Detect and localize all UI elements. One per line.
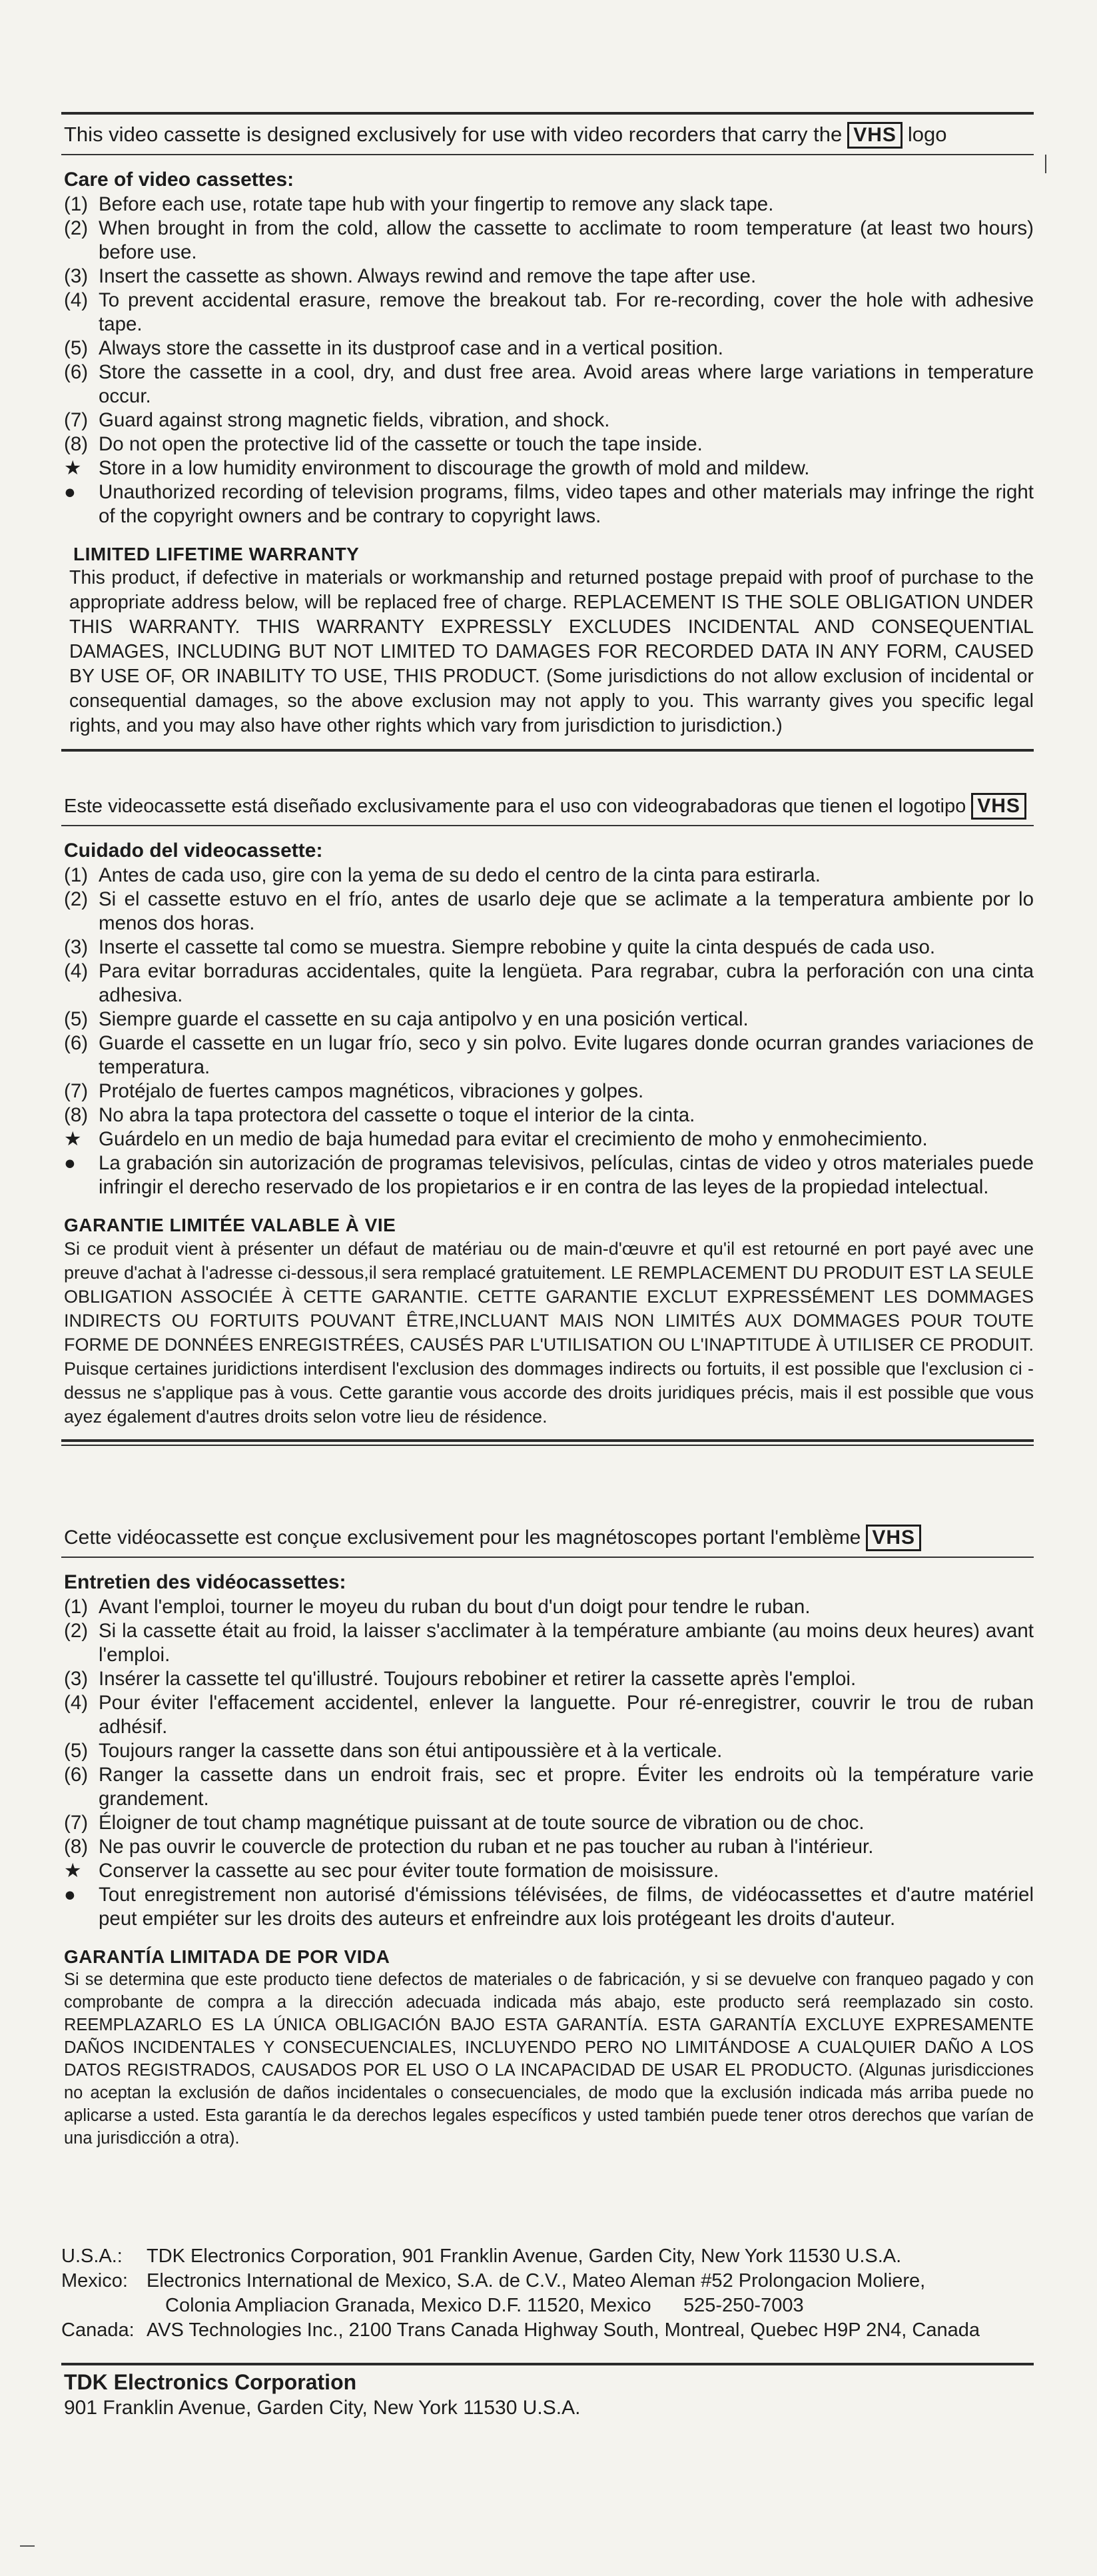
list-item bbox=[64, 1691, 1034, 1739]
footer-company: TDK Electronics Corporation bbox=[64, 2370, 357, 2394]
address-row-usa bbox=[61, 2244, 1034, 2269]
spanish-warranty-text: Si se determina que este producto tiene defectos de materiales o de fabricación, y si se devuelve con franqueo pagado y con comprobante de compra a la dirección adecuada indicada más abajo, este producto será reemplazado sin costo. REEMPLAZARLO ES LA ÚNICA OBLIGACIÓN BAJO ESTA GARANTÍA. ESTA GARANTÍA EXCLUYE EXPRESAMENTE DAÑOS INCIDENTALES Y CONSECUENCIALES, INCLUYENDO PERO NO LIMITÁNDOSE A CUALQUIER DAÑO A LOS DATOS REGISTRADOS, CAUSADOS POR EL USO O LA INCAPACIDAD DE USAR EL PRODUCTO. (Algunas jurisdicciones no aceptan la exclusión de daños incidentales o consecuenciales, de modo que la exclusión indicada más arriba puede no aplicarse a usted. Esta garantía le da derechos legales específicos y usted también puede tener otros derechos que varían de una jurisdicción a otra). bbox=[64, 1970, 1034, 2148]
item-text: La grabación sin autorización de programas televisivos, películas, cintas de video y otros materiales puede infringir el derecho reservado de los propietarios e ir en contra de las leyes de la propiedad intelectual. bbox=[99, 1152, 1034, 1198]
dot-bullet-icon: ● bbox=[64, 481, 76, 503]
item-text: Guárdelo en un medio de baja humedad para evitar el crecimiento de moho y enmohecimiento. bbox=[99, 1128, 928, 1150]
list-item bbox=[64, 1103, 1034, 1127]
item-number: (6) bbox=[64, 1764, 89, 1786]
vhs-logo: VHS bbox=[866, 1525, 921, 1551]
item-text: Before each use, rotate tape hub with your fingertip to remove any slack tape. bbox=[99, 193, 774, 215]
item-text: Si la cassette était au froid, la laisser s'acclimater à la température ambiante (au moins deux heures) avant l'emploi. bbox=[99, 1620, 1034, 1666]
item-number: (2) bbox=[64, 888, 89, 910]
item-text: No abra la tapa protectora del cassette o toque el interior de la cinta. bbox=[99, 1104, 695, 1126]
address-label: Canada: bbox=[61, 2319, 135, 2341]
item-text: Store the cassette in a cool, dry, and dust free area. Avoid areas where large variations in temperature occur. bbox=[99, 361, 1034, 407]
item-text: Do not open the protective lid of the cassette or touch the tape inside. bbox=[99, 433, 703, 455]
item-text: Toujours ranger la cassette dans son étui antipoussière et à la verticale. bbox=[99, 1740, 723, 1762]
french-warranty-title: GARANTIE LIMITÉE VALABLE À VIE bbox=[64, 1215, 396, 1235]
list-item bbox=[64, 1079, 1034, 1103]
item-number: (3) bbox=[64, 265, 89, 287]
list-item bbox=[64, 265, 1034, 289]
list-item bbox=[64, 1859, 1034, 1883]
item-number: (3) bbox=[64, 936, 89, 958]
item-number: (5) bbox=[64, 1008, 89, 1030]
list-item bbox=[64, 1811, 1034, 1835]
item-number: (7) bbox=[64, 409, 89, 431]
item-number: (6) bbox=[64, 1032, 89, 1054]
item-text: Antes de cada uso, gire con la yema de su dedo el centro de la cinta para estirarla. bbox=[99, 864, 821, 886]
item-text: Ranger la cassette dans un endroit frais, sec et propre. Éviter les endroits où la température varie grandement. bbox=[99, 1764, 1034, 1810]
spanish-intro bbox=[61, 793, 1034, 826]
item-text: Unauthorized recording of television programs, films, video tapes and other materials may infringe the right of the copyright owners and be contrary to copyright laws. bbox=[99, 481, 1034, 527]
item-text: Ne pas ouvrir le couvercle de protection du ruban et ne pas toucher au ruban à l'intérieur. bbox=[99, 1836, 874, 1858]
address-line: Electronics International de Mexico, S.A. de C.V., Mateo Aleman #52 Prolongacion Moliere, bbox=[147, 2270, 926, 2291]
item-number: (4) bbox=[64, 289, 89, 311]
english-warranty-text: This product, if defective in materials or workmanship and returned postage prepaid with proof of purchase to the appropriate address below, will be replaced free of charge. REPLACEMENT IS THE SOLE OBLIGATION UNDER THIS WARRANTY. THIS WARRANTY EXPRESSLY EXCLUDES INCIDENTAL AND CONSEQUENTIAL DAMAGES, INCLUDING BUT NOT LIMITED TO DAMAGES FOR RECORDED DATA IN ANY FORM, CAUSED BY USE OF, OR INABILITY TO USE, THIS PRODUCT. (Some jurisdictions do not allow exclusion of incidental or consequential damages, so the above exclusion may not apply to you. This warranty gives you specific legal rights, and you may also have other rights which vary from jurisdiction to jurisdiction.) bbox=[69, 567, 1034, 736]
list-item bbox=[64, 456, 1034, 480]
address-row-canada bbox=[61, 2318, 1034, 2343]
item-number: (4) bbox=[64, 1692, 89, 1714]
list-item bbox=[64, 1883, 1034, 1931]
item-text: Always store the cassette in its dustproof case and in a vertical position. bbox=[99, 337, 723, 359]
english-care-list bbox=[61, 193, 1034, 528]
item-number: (3) bbox=[64, 1668, 89, 1690]
item-number: (6) bbox=[64, 361, 89, 383]
distributor-addresses bbox=[61, 2244, 1034, 2365]
list-item bbox=[64, 1007, 1034, 1031]
item-number: (8) bbox=[64, 433, 89, 455]
list-item bbox=[64, 1127, 1034, 1151]
list-item bbox=[64, 1763, 1034, 1811]
item-text: Éloigner de tout champ magnétique puissant at de toute source de vibration ou de choc. bbox=[99, 1812, 865, 1834]
section-divider-thin bbox=[61, 1445, 1034, 1446]
item-text: Pour éviter l'effacement accidentel, enlever la languette. Pour ré-enregistrer, couvrir le trou de ruban adhésif. bbox=[99, 1692, 1034, 1738]
dot-bullet-icon: ● bbox=[64, 1152, 76, 1174]
item-text: Insert the cassette as shown. Always rewind and remove the tape after use. bbox=[99, 265, 757, 287]
list-item bbox=[64, 289, 1034, 336]
list-item bbox=[64, 193, 1034, 217]
item-number: (8) bbox=[64, 1104, 89, 1126]
item-text: Siempre guarde el cassette en su caja antipolvo y en una posición vertical. bbox=[99, 1008, 749, 1030]
footer-address: 901 Franklin Avenue, Garden City, New York 11530 U.S.A. bbox=[64, 2397, 581, 2419]
french-section bbox=[61, 1525, 1034, 2150]
spanish-warranty-title: GARANTÍA LIMITADA DE POR VIDA bbox=[64, 1946, 390, 1967]
footer bbox=[61, 2369, 1034, 2421]
list-item bbox=[64, 1595, 1034, 1619]
item-number: (8) bbox=[64, 1836, 89, 1858]
vhs-logo: VHS bbox=[971, 793, 1026, 820]
spanish-care-list bbox=[61, 864, 1034, 1199]
star-bullet-icon: ★ bbox=[64, 1860, 82, 1882]
item-number: (2) bbox=[64, 1620, 89, 1642]
list-item bbox=[64, 480, 1034, 528]
french-care-list bbox=[61, 1595, 1034, 1931]
english-warranty-title: LIMITED LIFETIME WARRANTY bbox=[73, 544, 360, 564]
spanish-intro-text: Este videocassette está diseñado exclusivamente para el uso con videograbadoras que tienen el logotipo bbox=[64, 796, 966, 817]
list-item bbox=[64, 360, 1034, 408]
french-intro-text: Cette vidéocassette est conçue exclusivement pour les magnétoscopes portant l'emblème bbox=[64, 1527, 861, 1549]
item-text: Inserte el cassette tal como se muestra. Siempre rebobine y quite la cinta después de cada uso. bbox=[99, 936, 936, 958]
list-item bbox=[64, 336, 1034, 360]
address-label: U.S.A.: bbox=[61, 2246, 123, 2267]
item-text: Conserver la cassette au sec pour éviter toute formation de moisissure. bbox=[99, 1860, 719, 1882]
item-number: (1) bbox=[64, 864, 89, 886]
item-number: (2) bbox=[64, 217, 89, 239]
address-line: TDK Electronics Corporation, 901 Franklin Avenue, Garden City, New York 11530 U.S.A. bbox=[147, 2246, 902, 2267]
star-bullet-icon: ★ bbox=[64, 457, 82, 479]
section-divider bbox=[61, 2363, 1034, 2365]
item-text: To prevent accidental erasure, remove the breakout tab. For re-recording, cover the hole with adhesive tape. bbox=[99, 289, 1034, 335]
star-bullet-icon: ★ bbox=[64, 1128, 82, 1150]
list-item bbox=[64, 1031, 1034, 1079]
corner-mark bbox=[20, 2545, 35, 2547]
list-item bbox=[64, 888, 1034, 936]
item-number: (1) bbox=[64, 1596, 89, 1618]
vhs-logo: VHS bbox=[847, 122, 903, 149]
item-number: (7) bbox=[64, 1080, 89, 1102]
item-number: (1) bbox=[64, 193, 89, 215]
french-intro bbox=[61, 1525, 1034, 1558]
section-divider bbox=[61, 1439, 1034, 1442]
item-number: (4) bbox=[64, 960, 89, 982]
list-item bbox=[64, 432, 1034, 456]
list-item bbox=[64, 960, 1034, 1007]
address-line: AVS Technologies Inc., 2100 Trans Canada Highway South, Montreal, Quebec H9P 2N4, Canada bbox=[147, 2319, 980, 2341]
item-text: Avant l'emploi, tourner le moyeu du ruban du bout d'un doigt pour tendre le ruban. bbox=[99, 1596, 811, 1618]
item-text: Insérer la cassette tel qu'illustré. Toujours rebobiner et retirer la cassette après l'emploi. bbox=[99, 1668, 857, 1690]
english-intro-text: This video cassette is designed exclusively for use with video recorders that carry the bbox=[64, 123, 843, 146]
address-line: Colonia Ampliacion Granada, Mexico D.F. 11520, Mexico 525-250-7003 bbox=[165, 2295, 804, 2316]
item-number: (5) bbox=[64, 337, 89, 359]
item-text: Para evitar borraduras accidentales, quite la lengüeta. Para regrabar, cubra la perforación con una cinta adhesiva. bbox=[99, 960, 1034, 1006]
list-item bbox=[64, 936, 1034, 960]
list-item bbox=[64, 1739, 1034, 1763]
top-rule bbox=[61, 112, 1034, 115]
item-number: (7) bbox=[64, 1812, 89, 1834]
list-item bbox=[64, 1151, 1034, 1199]
list-item bbox=[64, 1667, 1034, 1691]
english-care-heading: Care of video cassettes: bbox=[64, 169, 294, 191]
item-text: Guard against strong magnetic fields, vibration, and shock. bbox=[99, 409, 610, 431]
margin-mark bbox=[1045, 155, 1046, 173]
item-text: When brought in from the cold, allow the cassette to acclimate to room temperature (at least two hours) before use. bbox=[99, 217, 1034, 263]
list-item bbox=[64, 408, 1034, 432]
item-text: Tout enregistrement non autorisé d'émissions télévisées, de films, de vidéocassettes et d'autre matériel peut empiéter sur les droits des auteurs et enfreindre aux lois protégeant les droits d'auteur. bbox=[99, 1884, 1034, 1930]
spanish-care-heading: Cuidado del videocassette: bbox=[64, 840, 323, 862]
list-item bbox=[64, 217, 1034, 265]
english-intro bbox=[61, 121, 1034, 155]
french-warranty-text: Si ce produit vient à présenter un défaut de matériau ou de main-d'œuvre et qu'il est retourné en port payé avec une preuve d'achat à l'adresse ci-dessous,il sera remplacé gratuitement. LE REMPLACEMENT DU PRODUIT EST LA SEULE OBLIGATION ASSOCIÉE À CETTE GARANTIE. CETTE GARANTIE EXCLUT EXPRESSÉMENT LES DOMMAGES INDIRECTS OU FORTUITS POUVANT ÊTRE,INCLUANT MAIS NON LIMITÉS AUX DOMMAGES POUR TOUTE FORME DE DONNÉES ENREGISTRÉES, CAUSÉS PAR L'UTILISATION OU L'INAPTITUDE À UTILISER CE PRODUIT. Puisque certaines juridictions interdisent l'exclusion des dommages indirects ou fortuits, il est possible que l'exclusion ci -dessus ne s'applique pas à vous. Cette garantie vous accorde des droits juridiques précis, mais il est possible que vous ayez également d'autres droits selon votre lieu de résidence. bbox=[64, 1239, 1034, 1427]
item-text: Store in a low humidity environment to discourage the growth of mold and mildew. bbox=[99, 457, 810, 479]
french-care-heading: Entretien des vidéocassettes: bbox=[64, 1571, 346, 1593]
section-divider bbox=[61, 749, 1034, 752]
dot-bullet-icon: ● bbox=[64, 1884, 76, 1906]
address-row-mexico bbox=[61, 2269, 1034, 2318]
spanish-section bbox=[61, 793, 1034, 1446]
item-text: Protéjalo de fuertes campos magnéticos, vibraciones y golpes. bbox=[99, 1080, 644, 1102]
list-item bbox=[64, 1835, 1034, 1859]
address-lines bbox=[147, 2269, 1034, 2318]
english-section bbox=[61, 121, 1034, 752]
item-text: Guarde el cassette en un lugar frío, seco y sin polvo. Evite lugares donde ocurran grandes variaciones de temperatura. bbox=[99, 1032, 1034, 1078]
list-item bbox=[64, 1619, 1034, 1667]
item-number: (5) bbox=[64, 1740, 89, 1762]
english-intro-logo-word: logo bbox=[907, 123, 947, 146]
address-label: Mexico: bbox=[61, 2270, 128, 2291]
item-text: Si el cassette estuvo en el frío, antes de usarlo deje que se aclimate a la temperatura ambiente por lo menos dos horas. bbox=[99, 888, 1034, 934]
list-item bbox=[64, 864, 1034, 888]
